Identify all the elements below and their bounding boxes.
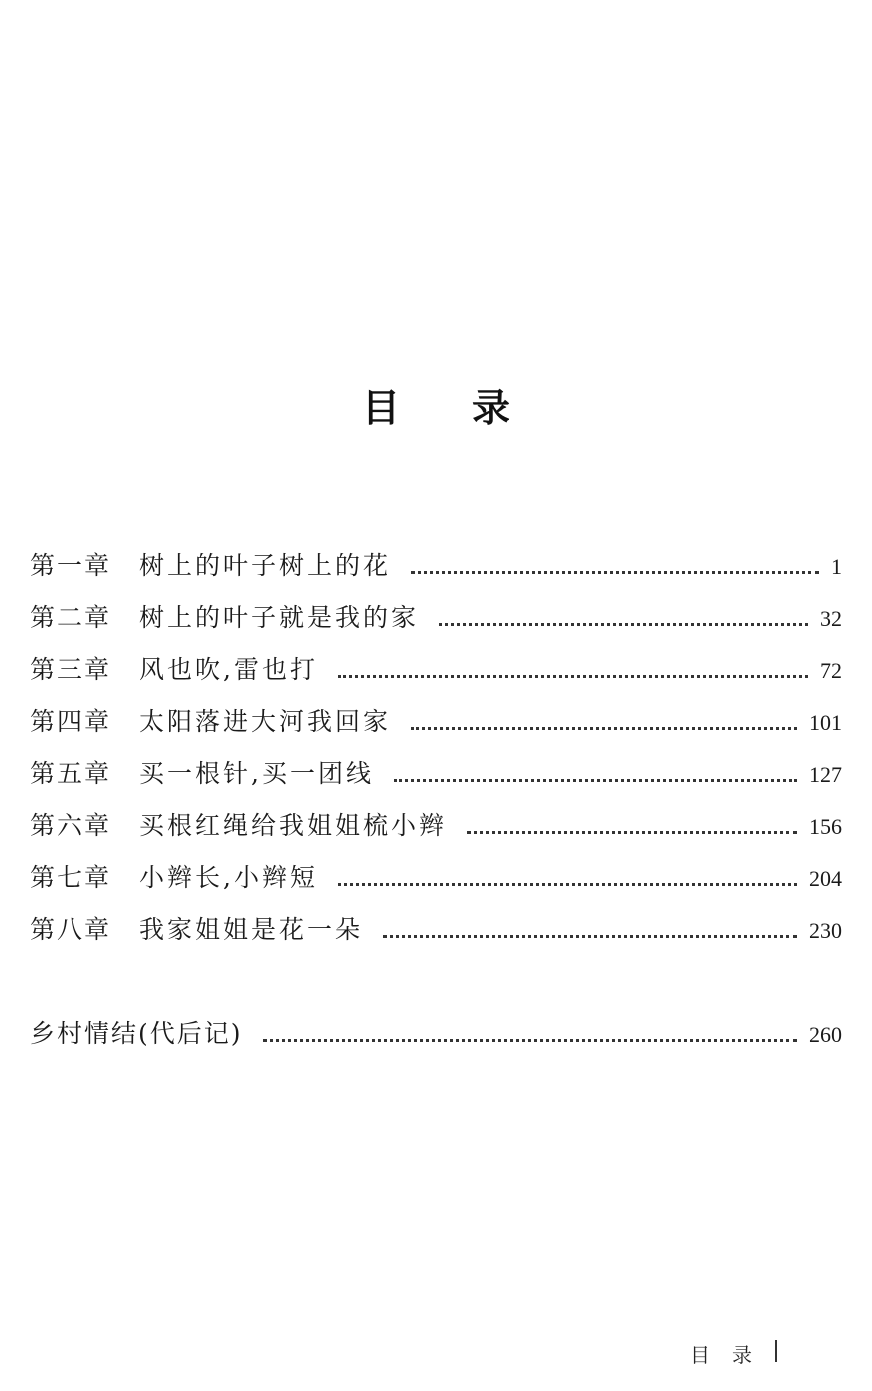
chapter-title: 太阳落进大河我回家 [139,707,392,736]
page-number: 72 [820,658,842,683]
leader-dots [263,1039,797,1042]
page-number: 1 [831,554,842,579]
toc-entry-chapter-6[interactable] [30,800,842,852]
leader-dots [394,779,797,782]
page-number: 230 [809,918,842,943]
page-number: 204 [809,866,842,891]
toc-entry-chapter-3[interactable] [30,644,842,696]
chapter-title: 树上的叶子树上的花 [139,551,392,580]
page-number: 101 [809,710,842,735]
toc-entry-chapter-5[interactable] [30,748,842,800]
chapter-number: 第一章 [30,551,112,580]
chapter-number: 第二章 [30,603,112,632]
footer-rule [775,1340,777,1362]
chapter-title: 买根红绳给我姐姐梳小辫 [139,811,448,840]
chapter-number: 第八章 [30,915,112,944]
chapter-title: 小辫长,小辫短 [139,863,318,892]
table-of-contents [30,540,842,1060]
page-number: 156 [809,814,842,839]
toc-entry-chapter-4[interactable] [30,696,842,748]
chapter-number: 第五章 [30,759,112,788]
chapter-title: 我家姐姐是花一朵 [139,915,364,944]
toc-entry-chapter-7[interactable] [30,852,842,904]
leader-dots [383,935,797,938]
leader-dots [467,831,797,834]
running-footer: 目录 [690,1342,774,1367]
leader-dots [338,675,808,678]
leader-dots [411,571,819,574]
chapter-title: 树上的叶子就是我的家 [139,603,420,632]
page-number: 127 [809,762,842,787]
chapter-title: 风也吹,雷也打 [139,655,318,684]
chapter-number: 第六章 [30,811,112,840]
leader-dots [439,623,808,626]
toc-entry-chapter-8[interactable] [30,904,842,956]
chapter-number: 第四章 [30,707,112,736]
toc-entry-afterword[interactable] [30,1008,842,1060]
page-title: 目录 [361,386,582,430]
chapter-number: 第三章 [30,655,112,684]
page-number: 260 [809,1022,842,1047]
afterword-title: 乡村情结(代后记) [30,1019,243,1048]
toc-entry-chapter-2[interactable] [30,592,842,644]
page-number: 32 [820,606,842,631]
leader-dots [411,727,797,730]
leader-dots [338,883,797,886]
toc-entry-chapter-1[interactable] [30,540,842,592]
chapter-title: 买一根针,买一团线 [139,759,374,788]
chapter-number: 第七章 [30,863,112,892]
